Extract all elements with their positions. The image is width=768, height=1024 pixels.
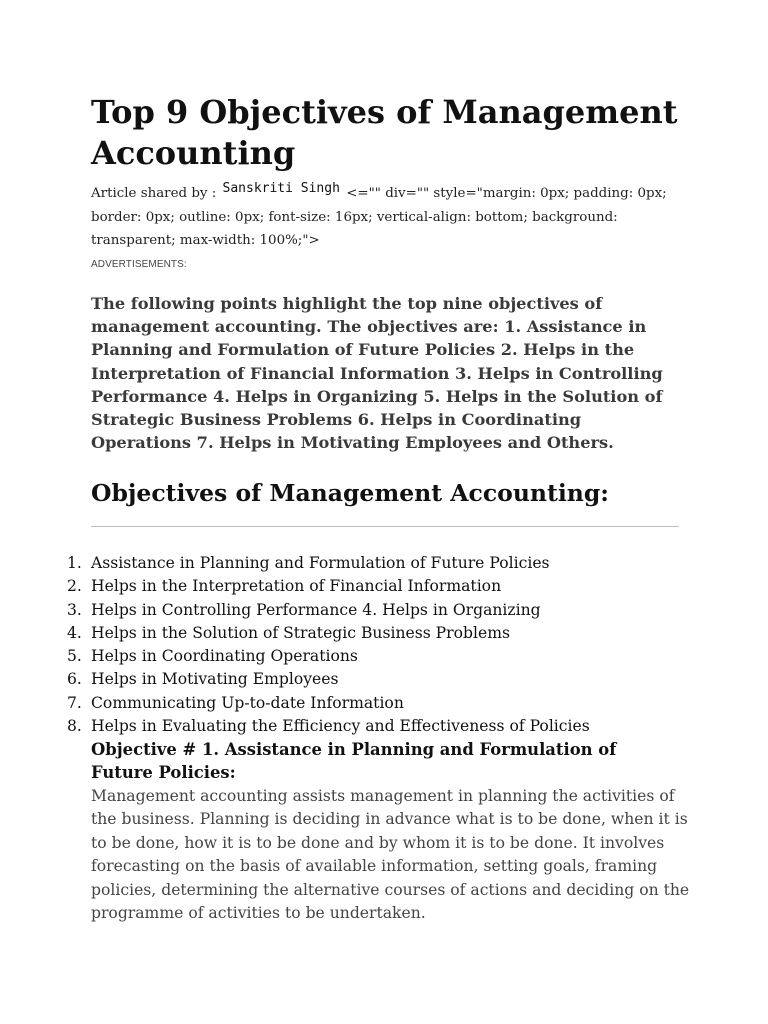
list-item-text: Helps in the Solution of Strategic Business Problems xyxy=(91,623,510,642)
article-title: Top 9 Objectives of Management Accounting xyxy=(91,93,678,172)
list-number: 5. xyxy=(67,647,82,666)
list-item-text: Helps in Motivating Employees xyxy=(91,670,339,689)
list-item-text: Helps in Controlling Performance 4. Helps in Organizing xyxy=(91,600,541,619)
list-item-text: Helps in Evaluating the Efficiency and Effectiveness of Policies xyxy=(91,717,590,736)
list-item xyxy=(67,552,691,575)
divider xyxy=(91,526,679,527)
list-item xyxy=(67,715,691,738)
list-item-text: Helps in the Interpretation of Financial Information xyxy=(91,577,502,596)
section-heading: Objectives of Management Accounting: xyxy=(91,479,609,507)
list-number: 7. xyxy=(67,693,82,712)
list-item xyxy=(67,622,691,645)
list-item-text: Helps in Coordinating Operations xyxy=(91,647,358,666)
list-number: 2. xyxy=(67,577,82,596)
byline xyxy=(91,182,681,253)
list-number: 4. xyxy=(67,623,82,642)
ads-label: ADVERTISEMENTS: xyxy=(91,259,187,270)
objective-1-body: Management accounting assists management in planning the activities of the business. Planning is deciding in advance what is to be done, when it is to be done, how it is to be done and by whom it is to be done. It involves forecasting on the basis of available information, setting goals, framing policies, determining the alternative courses of actions and deciding on the programme of activities to be undertaken. xyxy=(91,787,690,923)
list-number: 6. xyxy=(67,670,82,689)
objective-1-heading: Objective # 1. Assistance in Planning and Formulation of Future Policies: xyxy=(91,740,617,783)
author-name[interactable]: Sanskriti Singh xyxy=(222,181,340,196)
list-item xyxy=(67,599,691,622)
byline-prefix: Article shared by : xyxy=(91,186,217,201)
list-number: 3. xyxy=(67,600,82,619)
list-number: 1. xyxy=(67,554,82,572)
list-item-text: Assistance in Planning and Formulation of Future Policies xyxy=(91,554,550,572)
objectives-list xyxy=(67,552,691,738)
byline-suffix: <="" div="" style="margin: 0px; padding: 0px; border: 0px; outline: 0px; font-size: 16px; vertical-align: bottom; background: transparent; max-width: 100%;"> xyxy=(91,186,667,248)
list-item xyxy=(67,692,691,715)
list-item-text: Communicating Up-to-date Information xyxy=(91,693,404,712)
list-item xyxy=(67,645,691,668)
intro-paragraph: The following points highlight the top nine objectives of management accounting. The objectives are: 1. Assistance in Planning and Formulation of Future Policies 2. Helps in the Interpretation of Financial Information 3. Helps in Controlling Performance 4. Helps in Organizing 5. Helps in the Solution of Strategic Business Problems 6. Helps in Coordinating Operations 7. Helps in Motivating Employees and Others. xyxy=(91,294,663,453)
list-item xyxy=(67,668,691,691)
list-item xyxy=(67,575,691,598)
list-number: 8. xyxy=(67,717,82,736)
